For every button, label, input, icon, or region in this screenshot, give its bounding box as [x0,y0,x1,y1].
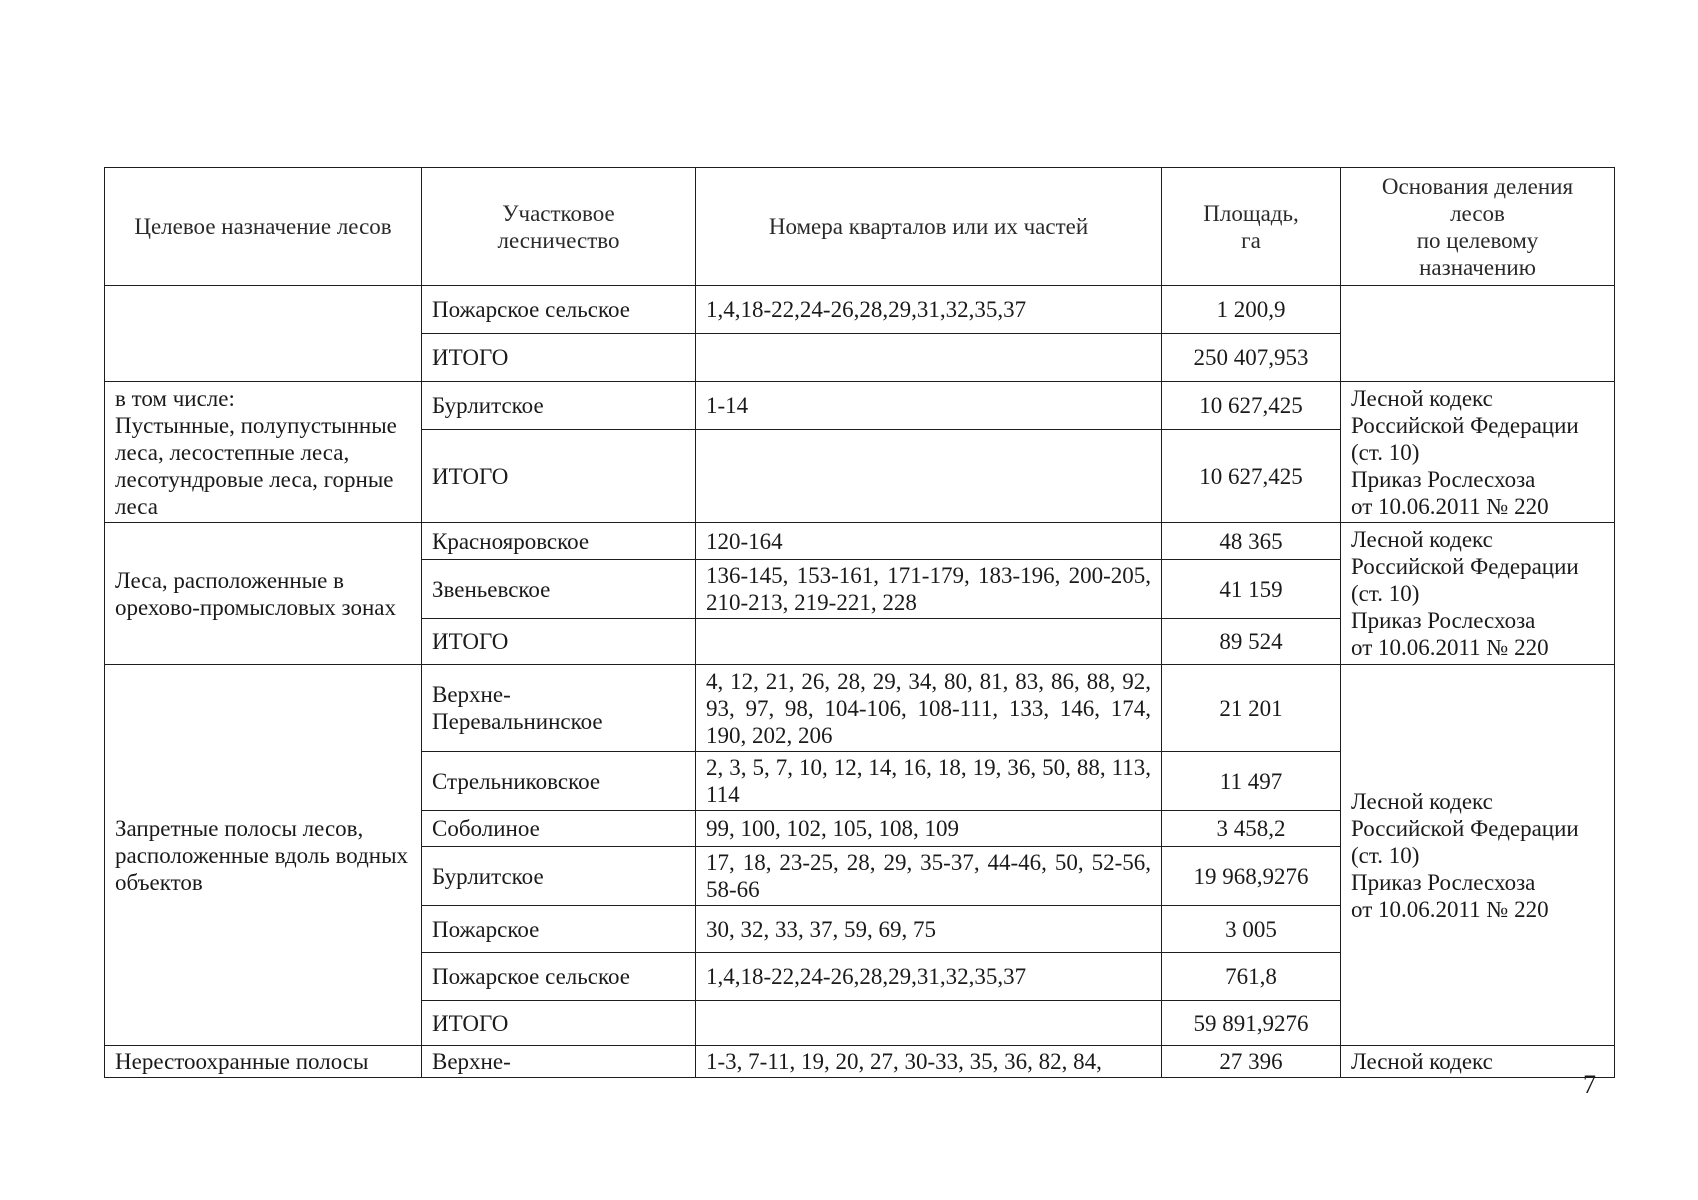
quarters-cell [696,1001,1162,1046]
area-cell: 3 005 [1162,906,1341,953]
forestry-cell: Пожарское сельское [422,286,696,334]
forestry-cell: Звеньевское [422,560,696,619]
area-cell: 41 159 [1162,560,1341,619]
basis-cell: Лесной кодекс [1341,1046,1615,1078]
forestry-cell: Пожарское сельское [422,953,696,1001]
table-row [105,382,1615,430]
area-cell: 11 497 [1162,752,1341,811]
quarters-cell: 4, 12, 21, 26, 28, 29, 34, 80, 81, 83, 86, 88, 92, 93, 97, 98, 104-106, 108-111, 133, 146, 174, 190, 202, 206 [696,665,1162,752]
quarters-cell: 1,4,18-22,24-26,28,29,31,32,35,37 [696,286,1162,334]
total-label: ИТОГО [422,334,696,382]
quarters-cell: 99, 100, 102, 105, 108, 109 [696,811,1162,847]
forestry-cell: Пожарское [422,906,696,953]
quarters-cell: 1,4,18-22,24-26,28,29,31,32,35,37 [696,953,1162,1001]
header-purpose: Целевое назначение лесов [105,168,422,286]
purpose-cell: Леса, расположенные в орехово-промысловых зонах [105,523,422,665]
forestry-cell: Стрельниковское [422,752,696,811]
quarters-cell: 136-145, 153-161, 171-179, 183-196, 200-205, 210-213, 219-221, 228 [696,560,1162,619]
basis-cell: Лесной кодекс Российской Федерации (ст. 10) Приказ Рослесхоза от 10.06.2011 № 220 [1341,523,1615,665]
basis-cell: Лесной кодекс Российской Федерации (ст. 10) Приказ Рослесхоза от 10.06.2011 № 220 [1341,665,1615,1046]
area-cell: 1 200,9 [1162,286,1341,334]
forestry-cell: Бурлитское [422,382,696,430]
total-label: ИТОГО [422,1001,696,1046]
purpose-cell: в том числе: Пустынные, полупустынные леса, лесостепные леса, лесотундровые леса, горные леса [105,382,422,523]
table-row [105,665,1615,752]
table-row [105,523,1615,560]
quarters-cell: 2, 3, 5, 7, 10, 12, 14, 16, 18, 19, 36, 50, 88, 113, 114 [696,752,1162,811]
quarters-cell [696,430,1162,523]
area-cell: 3 458,2 [1162,811,1341,847]
purpose-cell: Нерестоохранные полосы [105,1046,422,1078]
forest-purpose-table [104,167,1615,1078]
quarters-cell: 120-164 [696,523,1162,560]
area-cell: 10 627,425 [1162,382,1341,430]
area-cell: 19 968,9276 [1162,847,1341,906]
basis-cell: Лесной кодекс Российской Федерации (ст. 10) Приказ Рослесхоза от 10.06.2011 № 220 [1341,382,1615,523]
purpose-cell [105,286,422,382]
area-cell: 48 365 [1162,523,1341,560]
total-label: ИТОГО [422,619,696,665]
total-area: 250 407,953 [1162,334,1341,382]
total-label: ИТОГО [422,430,696,523]
forestry-cell: Верхне- [422,1046,696,1078]
area-cell: 21 201 [1162,665,1341,752]
page-number: 7 [1583,1070,1596,1099]
forestry-cell: Краснояровское [422,523,696,560]
quarters-cell: 17, 18, 23-25, 28, 29, 35-37, 44-46, 50, 52-56, 58-66 [696,847,1162,906]
forestry-cell: Верхне- Перевальнинское [422,665,696,752]
forestry-cell: Соболиное [422,811,696,847]
header-basis: Основания деления лесов по целевому назначению [1341,168,1615,286]
header-area: Площадь, га [1162,168,1341,286]
basis-cell [1341,286,1615,382]
total-area: 10 627,425 [1162,430,1341,523]
header-row [105,168,1615,286]
quarters-cell [696,334,1162,382]
total-area: 89 524 [1162,619,1341,665]
quarters-cell [696,619,1162,665]
quarters-cell: 30, 32, 33, 37, 59, 69, 75 [696,906,1162,953]
table-row [105,286,1615,334]
quarters-cell: 1-14 [696,382,1162,430]
area-cell: 761,8 [1162,953,1341,1001]
forestry-cell: Бурлитское [422,847,696,906]
table-row [105,1046,1615,1078]
header-forestry: Участковое лесничество [422,168,696,286]
header-quarters: Номера кварталов или их частей [696,168,1162,286]
area-cell: 27 396 [1162,1046,1341,1078]
total-area: 59 891,9276 [1162,1001,1341,1046]
purpose-cell: Запретные полосы лесов, расположенные вдоль водных объектов [105,665,422,1046]
quarters-cell: 1-3, 7-11, 19, 20, 27, 30-33, 35, 36, 82, 84, [696,1046,1162,1078]
